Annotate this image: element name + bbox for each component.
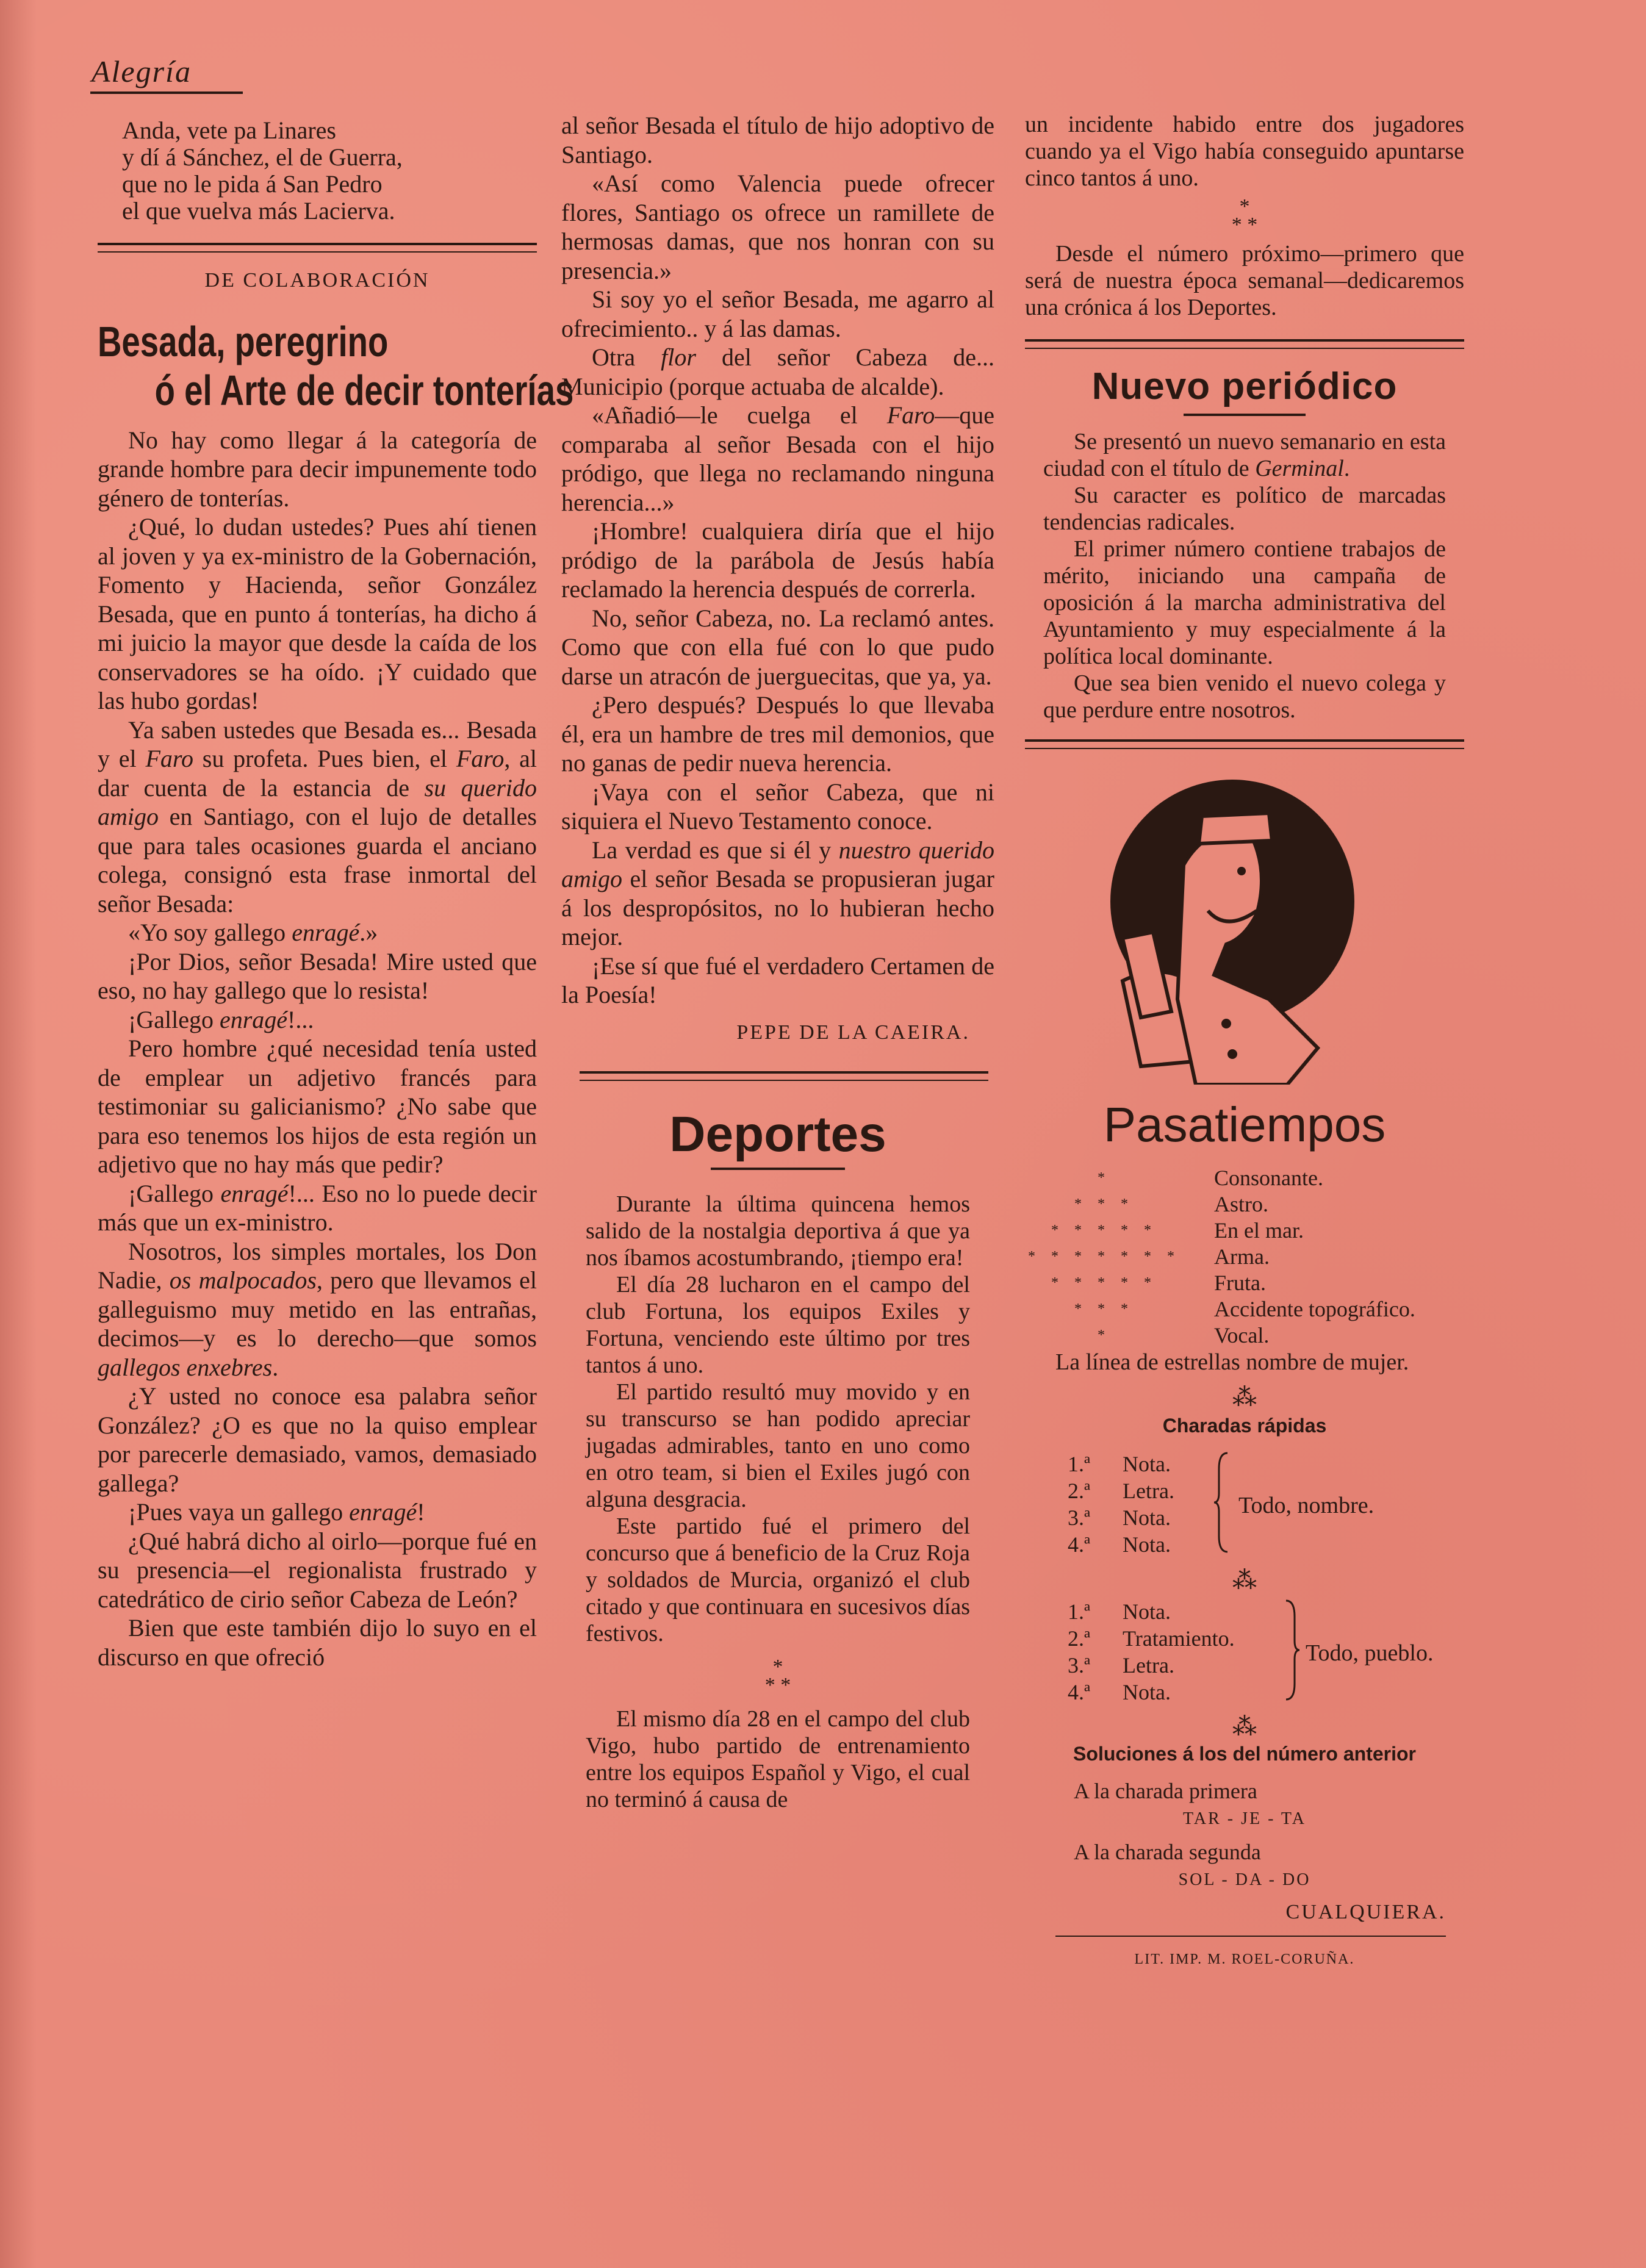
illustration xyxy=(1086,780,1379,1085)
printer-imprint: LIT. IMP. M. ROEL-CORUÑA. xyxy=(1134,1951,1355,1967)
paragraph: ¡Gallego enragé!... xyxy=(128,1005,314,1033)
paragraph: Este partido fué el primero del concurso que á beneficio de la Cruz Roja y soldados de Murcia, organizó el club citado y que continuara en sucesivos días festivos. xyxy=(586,1513,970,1646)
paragraph: El primer número contiene trabajos de mérito, iniciando una campaña de oposición á la marcha administrativa del Ayuntamiento y muy especialmente á la política local dominante. xyxy=(1043,536,1446,669)
verse-line: y dí á Sánchez, el de Guerra, xyxy=(122,143,403,171)
paragraph: El día 28 lucharon en el campo del club Fortuna, los equipos Exiles y Fortuna, venciendo este último por tres tantos á uno. xyxy=(586,1272,970,1378)
clue: Vocal. xyxy=(1214,1323,1270,1348)
clue: Fruta. xyxy=(1214,1271,1266,1295)
paragraph: Ya saben ustedes que Besada es... Besada y el Faro su profeta. Pues bien, el Faro, al dar cuenta de la estancia de su querido amigo en Santiago, con el lujo de detalles que para tales ocasiones guarda el anciano colega, consignó esta frase inmortal del señor Besada: xyxy=(98,716,537,917)
paragraph: ¿Pero después? Después lo que llevaba él, era un hambre de tres mil demonios, que no ganas de pedir nueva herencia. xyxy=(561,691,994,777)
double-rule xyxy=(580,1071,988,1081)
paragraph: ¡Gallego enragé!... Eso no lo puede decir más que un ex-ministro. xyxy=(98,1179,537,1236)
nuevo-periodico-body xyxy=(1025,428,1464,723)
charada-numbers: 1.ª 2.ª 3.ª 4.ª xyxy=(1068,1599,1090,1704)
paragraph: Que sea bien venido el nuevo colega y que perdure entre nosotros. xyxy=(1043,670,1446,723)
paragraph: Bien que este también dijo lo suyo en el discurso en que ofreció xyxy=(98,1614,537,1671)
paragraph: «Así como Valencia puede ofrecer flores, Santiago os ofrece un ramillete de hermosas damas, que nos honran con su presencia.» xyxy=(561,170,994,284)
charada-2 xyxy=(1068,1598,1433,1708)
charada-total: Todo, nombre. xyxy=(1238,1492,1375,1518)
charada-clues: Nota. Tratamiento. Letra. Nota. xyxy=(1123,1599,1235,1704)
paragraph: Desde el número próximo—primero que será de nuestra época semanal—dedicaremos una crónica á los Deportes. xyxy=(1025,241,1464,320)
solution-label: A la charada primera xyxy=(1074,1779,1257,1803)
paragraph: Nosotros, los simples mortales, los Don Nadie, os malpocados, pero que llevamos el galleguismo muy metido en las entrañas, decimos—y es lo derecho—que somos gallegos enxebres. xyxy=(98,1237,537,1381)
star-row: * * * xyxy=(1074,1301,1134,1317)
paragraph: Otra flor del señor Cabeza de... Municipio (porque actuaba de alcalde). xyxy=(561,343,994,400)
paragraph: ¡Por Dios, señor Besada! Mire usted que eso, no hay gallego que lo resista! xyxy=(98,947,537,1004)
paragraph: al señor Besada el título de hijo adoptivo de Santiago. xyxy=(561,112,994,168)
column-1 xyxy=(98,117,574,1671)
solutions xyxy=(1025,1777,1464,1894)
verse-line: Anda, vete pa Linares xyxy=(122,117,336,144)
star-row: * * * * * * * xyxy=(1028,1249,1181,1265)
bottom-rule xyxy=(1055,1936,1446,1937)
solution-label: A la charada segunda xyxy=(1074,1840,1261,1864)
verse-line: el que vuelva más Lacierva. xyxy=(122,197,395,224)
section-stars: * * * xyxy=(1231,195,1258,236)
charada-numbers: 1.ª 2.ª 3.ª 4.ª xyxy=(1068,1451,1090,1557)
charada-clues: Nota. Letra. Nota. Nota. xyxy=(1123,1451,1174,1557)
brace xyxy=(1281,1598,1306,1708)
clue: Arma. xyxy=(1214,1244,1270,1269)
paragraph: ¿Y usted no conoce esa palabra señor González? ¿O es que no la quiso emplear por parecerle demasiado, vamos, demasiado gallega? xyxy=(98,1382,537,1497)
deportes-continued xyxy=(1025,111,1464,321)
header-underline xyxy=(90,92,243,94)
solution-answer: TAR - JE - TA xyxy=(1183,1809,1306,1828)
running-header: Alegría xyxy=(92,54,192,88)
double-rule xyxy=(98,243,537,253)
paragraph: No, señor Cabeza, no. La reclamó antes. Como que con ella fué con lo que pudo darse un atracón de juerguecitas, que ya, ya. xyxy=(561,604,994,690)
nuevo-periodico-title: Nuevo periódico xyxy=(1091,365,1398,407)
paragraph: Si soy yo el señor Besada, me agarro al ofrecimiento.. y á las damas. xyxy=(561,285,994,342)
star-clues xyxy=(1214,1165,1415,1349)
paragraph: Se presentó un nuevo semanario en esta ciudad con el título de Germinal. xyxy=(1043,429,1446,481)
verse-line: que no le pida á San Pedro xyxy=(122,170,383,198)
article-headline-2: ó el Arte de decir tonterías xyxy=(154,366,574,414)
paragraph: Pero hombre ¿qué necesidad tenía usted de emplear un adjetivo francés para testimoniar su galicianismo? ¿No sabe que para eso tenemos los hijos de esta región un adjetivo que no hay más que pedir? xyxy=(98,1035,537,1178)
charadas-title: Charadas rápidas xyxy=(1162,1415,1327,1437)
paragraph: «Yo soy gallego enragé.» xyxy=(128,919,378,946)
clue: Astro. xyxy=(1214,1192,1268,1216)
paragraph: ¿Qué, lo dudan ustedes? Pues ahí tienen al joven y ya ex-ministro de la Gobernación, Fomento y Hacienda, señor González Besada, que en punto á tonterías, ha dicho á mi juicio la mayor que desde la caída de los conservadores se ha oído. ¡Y cuidado que las hubo gordas! xyxy=(98,513,537,714)
star-diamond xyxy=(1025,1165,1184,1349)
double-rule xyxy=(1025,339,1464,349)
paragraph: ¡Vaya con el señor Cabeza, que ni siquiera el Nuevo Testamento conoce. xyxy=(561,778,994,834)
puzzle-signature: CUALQUIERA. xyxy=(1285,1901,1446,1923)
asterism: ⁂ xyxy=(1232,1712,1257,1740)
solution-answer: SOL - DA - DO xyxy=(1178,1870,1311,1889)
paragraph: El partido resultó muy movido y en su transcurso se han podido apreciar jugadas admirables, tanto en uno como en otro team, si bien el Exiles jugó con alguna desgracia. xyxy=(586,1379,970,1512)
paragraph: El mismo día 28 en el campo del club Vigo, hubo partido de entrenamiento entre los equipos Español y Vigo, el cual no terminó á causa de xyxy=(586,1706,970,1812)
star-row: * xyxy=(1098,1170,1111,1186)
column-2 xyxy=(561,111,994,1813)
star-row: * * * * * xyxy=(1051,1275,1157,1291)
bellhop-illustration xyxy=(1086,780,1379,1085)
deportes-title: Deportes xyxy=(669,1107,886,1162)
paragraph: ¡Ese sí que fué el verdadero Certamen de la Poesía! xyxy=(561,952,994,1008)
star-row: * * * * * xyxy=(1051,1222,1157,1238)
paragraph: ¡Hombre! cualquiera diría que el hijo pródigo de la parábola de Jesús había reclamado la herencia después de correrla. xyxy=(561,517,994,603)
paragraph: Su caracter es político de marcadas tendencias radicales. xyxy=(1043,483,1446,535)
soluciones-title: Soluciones á los del número anterior xyxy=(1073,1742,1416,1765)
paragraph: «Añadió—le cuelga el Faro—que comparaba al señor Besada con el hijo pródigo, que llega no reclamando ninguna herencia...» xyxy=(561,401,994,516)
column-3 xyxy=(1025,111,1464,1974)
section-label: DE COLABORACIÓN xyxy=(204,269,430,292)
asterism: ⁂ xyxy=(1232,1566,1257,1594)
article-headline-1: Besada, peregrino xyxy=(98,317,389,365)
star-row: * * * xyxy=(1074,1196,1134,1212)
paragraph: No hay como llegar á la categoría de grande hombre para decir impunemente todo género de tonterías. xyxy=(98,426,537,512)
star-row: * xyxy=(1098,1327,1111,1343)
verse xyxy=(98,117,537,224)
charada-1 xyxy=(1068,1451,1374,1560)
clue: Accidente topográfico. xyxy=(1214,1297,1415,1321)
paragraph: un incidente habido entre dos jugadores cuando ya el Vigo había conseguido apuntarse cinco tantos á uno. xyxy=(1025,112,1464,191)
brace xyxy=(1214,1451,1238,1560)
clue: En el mar. xyxy=(1214,1218,1304,1243)
pasatiempos-title: Pasatiempos xyxy=(1103,1097,1386,1152)
paragraph: ¡Pues vaya un gallego enragé! xyxy=(128,1498,425,1526)
page-edge-shadow xyxy=(0,0,37,2268)
star-puzzle xyxy=(1025,1165,1464,1348)
charada-total: Todo, pueblo. xyxy=(1306,1640,1434,1666)
title-underline xyxy=(711,1168,845,1170)
title-underline xyxy=(1184,414,1306,416)
paragraph: ¿Qué habrá dicho al oirlo—porque fué en su presencia—el regionalista frustrado y catedrático de cirio señor Cabeza de León? xyxy=(98,1527,537,1613)
paragraph: La verdad es que si él y nuestro querido amigo el señor Besada se propusieran jugar á los despropósitos, no lo hubieran hecho mejor. xyxy=(561,836,994,950)
deportes-body xyxy=(561,1191,994,1813)
clue: Consonante. xyxy=(1214,1166,1323,1190)
paragraph: Durante la última quincena hemos salido de la nostalgia deportiva á que ya nos íbamos acostumbrando, ¡tiempo era! xyxy=(586,1191,970,1271)
section-stars: * * * xyxy=(764,1656,791,1696)
asterism: ⁂ xyxy=(1232,1383,1257,1411)
signature: PEPE DE LA CAEIRA. xyxy=(736,1021,970,1044)
paragraph: La línea de estrellas nombre de mujer. xyxy=(1055,1349,1409,1375)
double-rule xyxy=(1025,739,1464,749)
